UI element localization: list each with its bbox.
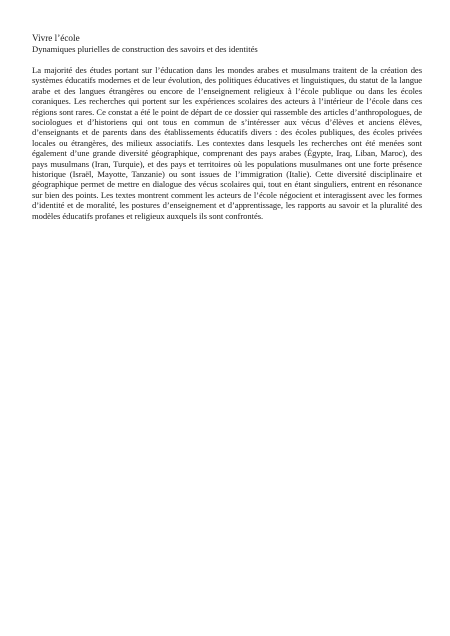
- abstract-paragraph: La majorité des études portant sur l’éducation dans les mondes arabes et musulmans traitent de la création des systèmes éducatifs modernes et de leur évolution, des politiques éducatives et linguistiques, du statut de la langue arabe et des langues étrangères ou encore de l’enseignement religieux à l’école publique ou dans les écoles coraniques. Les recherches qui portent sur les expériences scolaires des acteurs à l’intérieur de l’école dans ces régions sont rares. Ce constat a été le point de départ de ce dossier qui rassemble des articles d’anthropologues, de sociologues et d’historiens qui ont tous en commun de s’intéresser aux vécus d’élèves et anciens élèves, d’enseignants et de parents dans des établissements éducatifs divers : des écoles publiques, des écoles privées locales ou étrangères, des milieux associatifs. Les contextes dans lesquels les recherches ont été menées sont également d’une grande diversité géographique, comprenant des pays arabes (Égypte, Iraq, Liban, Maroc), des pays musulmans (Iran, Turquie), et des pays et territoires où les populations musulmanes ont une forte présence historique (Israël, Mayotte, Tanzanie) ou sont issues de l’immigration (Italie). Cette diversité disciplinaire et géographique permet de mettre en dialogue des vécus scolaires qui, tout en étant singuliers, entrent en résonance sur bien des points. Les textes montrent comment les acteurs de l’école négocient et interagissent avec les formes d’identité et de moralité, les postures d’enseignement et d’apprentissage, les rapports au savoir et la pluralité des modèles éducatifs profanes et religieux auxquels ils sont confrontés.: [32, 65, 422, 221]
- document-page: [32, 33, 422, 221]
- document-subtitle: Dynamiques plurielles de construction des savoirs et des identités: [32, 43, 258, 54]
- document-title: Vivre l’école: [32, 33, 80, 43]
